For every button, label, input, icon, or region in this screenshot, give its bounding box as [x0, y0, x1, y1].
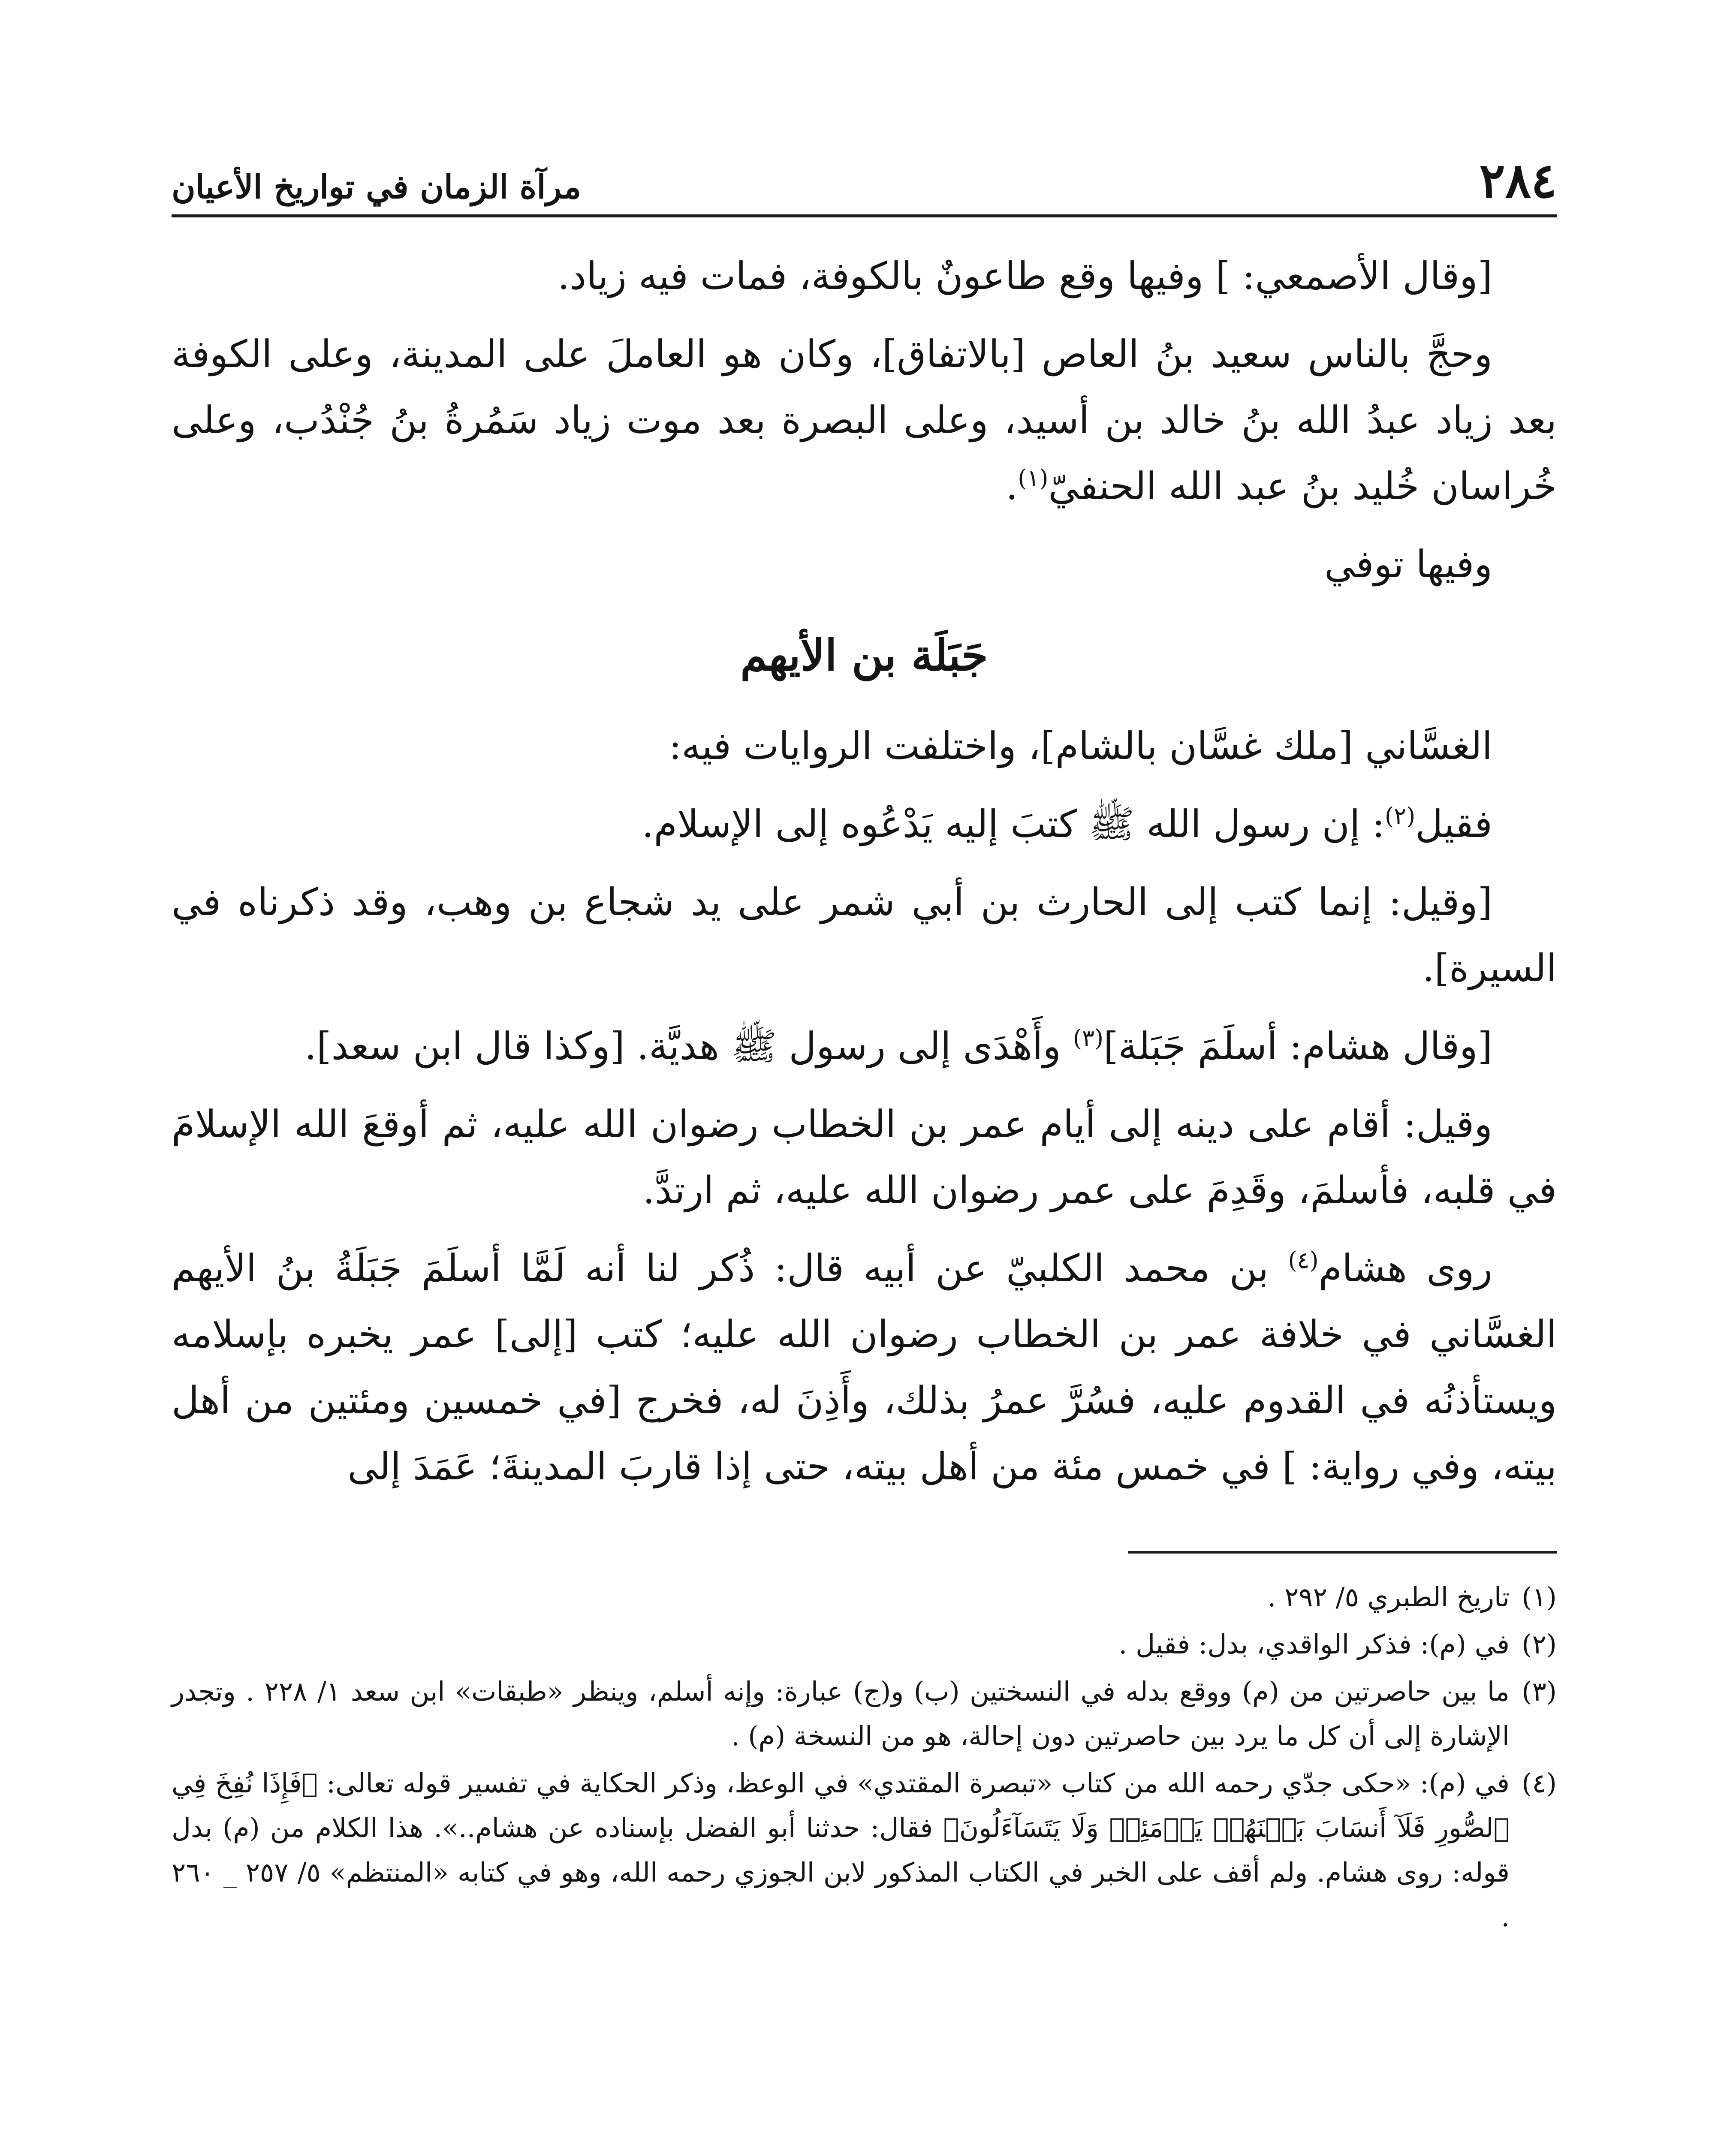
paragraph-hisham-a: [وقال هشام: أسلَمَ جَبَلة] [1103, 1024, 1492, 1068]
footnote-ref-4[interactable]: (٤) [1288, 1247, 1319, 1274]
footnote-text: ما بين حاصرتين من (م) ووقع بدله في النسختين (ب) و(ج) عبارة: وإنه أسلم، وينظر «طبقات» ابن سعد ١/ ٢٢٨ . وتجدر الإشارة إلى أن كل ما يرد بين حاصرتين دون إحالة، هو من النسخة (م) . [172, 1676, 1510, 1752]
footnote-number: (١) [1522, 1581, 1557, 1613]
footnote-number: (٤) [1522, 1768, 1557, 1799]
footnote-number: (٢) [1522, 1629, 1557, 1660]
paragraph-riwaya [172, 1235, 1557, 1500]
section-heading: جَبَلَة بن الأيهم [740, 630, 988, 681]
footnote-ref-3[interactable]: (٣) [1073, 1024, 1104, 1052]
paragraph-ghassani: الغسَّاني [ملك غسَّان بالشام]، واختلفت الروايات فيه: [669, 724, 1492, 768]
paragraph-faqila [172, 791, 1557, 857]
footnote-1 [172, 1575, 1557, 1620]
book-title: مرآة الزمان في تواريخ الأعيان [172, 168, 582, 206]
page-number: ٢٨٤ [1479, 153, 1557, 209]
paragraph-hisham-b: وأَهْدَى إلى رسول ﷺ هديَّة. [وكذا قال ابن سعد]. [304, 1024, 1073, 1068]
paragraph-hajj [172, 321, 1557, 519]
paragraph-umar: وقيل: أقام على دينه إلى أيام عمر بن الخطاب رضوان الله عليه، ثم أوقعَ الله الإسلامَ في قلبه، فأسلمَ، وقَدِمَ على عمر رضوان الله عليه، ثم ارتدَّ. [172, 1102, 1557, 1212]
running-header [172, 142, 1557, 217]
paragraph-asmai: [وقال الأصمعي: ] وفيها وقع طاعونٌ بالكوفة، فمات فيه زياد. [558, 254, 1492, 298]
footnote-text: في (م): فذكر الواقدي، بدل: فقيل . [1118, 1629, 1510, 1660]
paragraph-hisham [172, 1013, 1557, 1079]
footnote-number: (٣) [1522, 1676, 1557, 1707]
footnote-text: في (م): «حكى جدّي رحمه الله من كتاب «تبصرة المقتدي» في الوعظ، وذكر الحكاية في تفسير قوله تعالى: ﴿فَإِذَا نُفِخَ فِي ٱلصُّورِ فَلَآ أَنسَابَ بَيۡنَهُمۡ يَوۡمَئِذٖ وَلَا يَتَسَآءَلُونَ﴾ فقال: حدثنا أبو الفضل بإسناده عن هشام..». هذا الكلام من (م) بدل قوله: روى هشام. ولم أقف على الخبر في الكتاب المذكور لابن الجوزي رحمه الله، وهو في كتابه «المنتظم» ٥/ ٢٥٧ _ ٢٦٠ . [172, 1768, 1510, 1933]
paragraph-harith: [وقيل: إنما كتب إلى الحارث بن أبي شمر على يد شجاع بن وهب، وقد ذكرناه في السيرة]. [172, 880, 1557, 990]
paragraph-faqila-b: : إن رسول الله ﷺ كتبَ إليه يَدْعُوه إلى الإسلام. [642, 802, 1385, 846]
main-text [172, 243, 1557, 1500]
paragraph-death-intro: وفيها توفي [1324, 542, 1492, 586]
footnote-4 [172, 1761, 1557, 1939]
footnotes [172, 1575, 1557, 1939]
paragraph-riwaya-b: بن محمد الكلبيّ عن أبيه قال: ذُكر لنا أنه لَمَّا أسلَمَ جَبَلَةُ بنُ الأيهم الغسَّاني في خلافة عمر بن الخطاب رضوان الله عليه؛ كتب [إلى] عمر يخبره بإسلامه ويستأذنُه في القدوم عليه، فسُرَّ عمرُ بذلك، وأَذِنَ له، فخرج [في خمسين ومئتين من أهل بيته، وفي رواية: ] في خمس مئة من أهل بيته، حتى إذا قاربَ المدينةَ؛ عَمَدَ إلى [172, 1246, 1557, 1488]
footnote-ref-2[interactable]: (٢) [1385, 802, 1416, 830]
paragraph-riwaya-a: روى هشام [1318, 1246, 1492, 1290]
footnote-3 [172, 1669, 1557, 1759]
footnote-2 [172, 1622, 1557, 1667]
paragraph-faqila-a: فقيل [1415, 802, 1492, 846]
footnote-divider [1128, 1551, 1557, 1554]
footnote-ref-1[interactable]: (١) [1018, 464, 1049, 492]
book-page [172, 142, 1557, 1942]
paragraph-hajj-end: . [1006, 464, 1018, 508]
footnote-text: تاريخ الطبري ٥/ ٢٩٢ . [1267, 1581, 1510, 1613]
paragraph-hajj-text: وحجَّ بالناس سعيد بنُ العاص [بالاتفاق]، وكان هو العاملَ على المدينة، وعلى الكوفة بعد زياد عبدُ الله بنُ خالد بن أسيد، وعلى البصرة بعد موت زياد سَمُرةُ بنُ جُنْدُب، وعلى خُراسان خُليد بنُ عبد الله الحنفيّ [172, 332, 1557, 508]
